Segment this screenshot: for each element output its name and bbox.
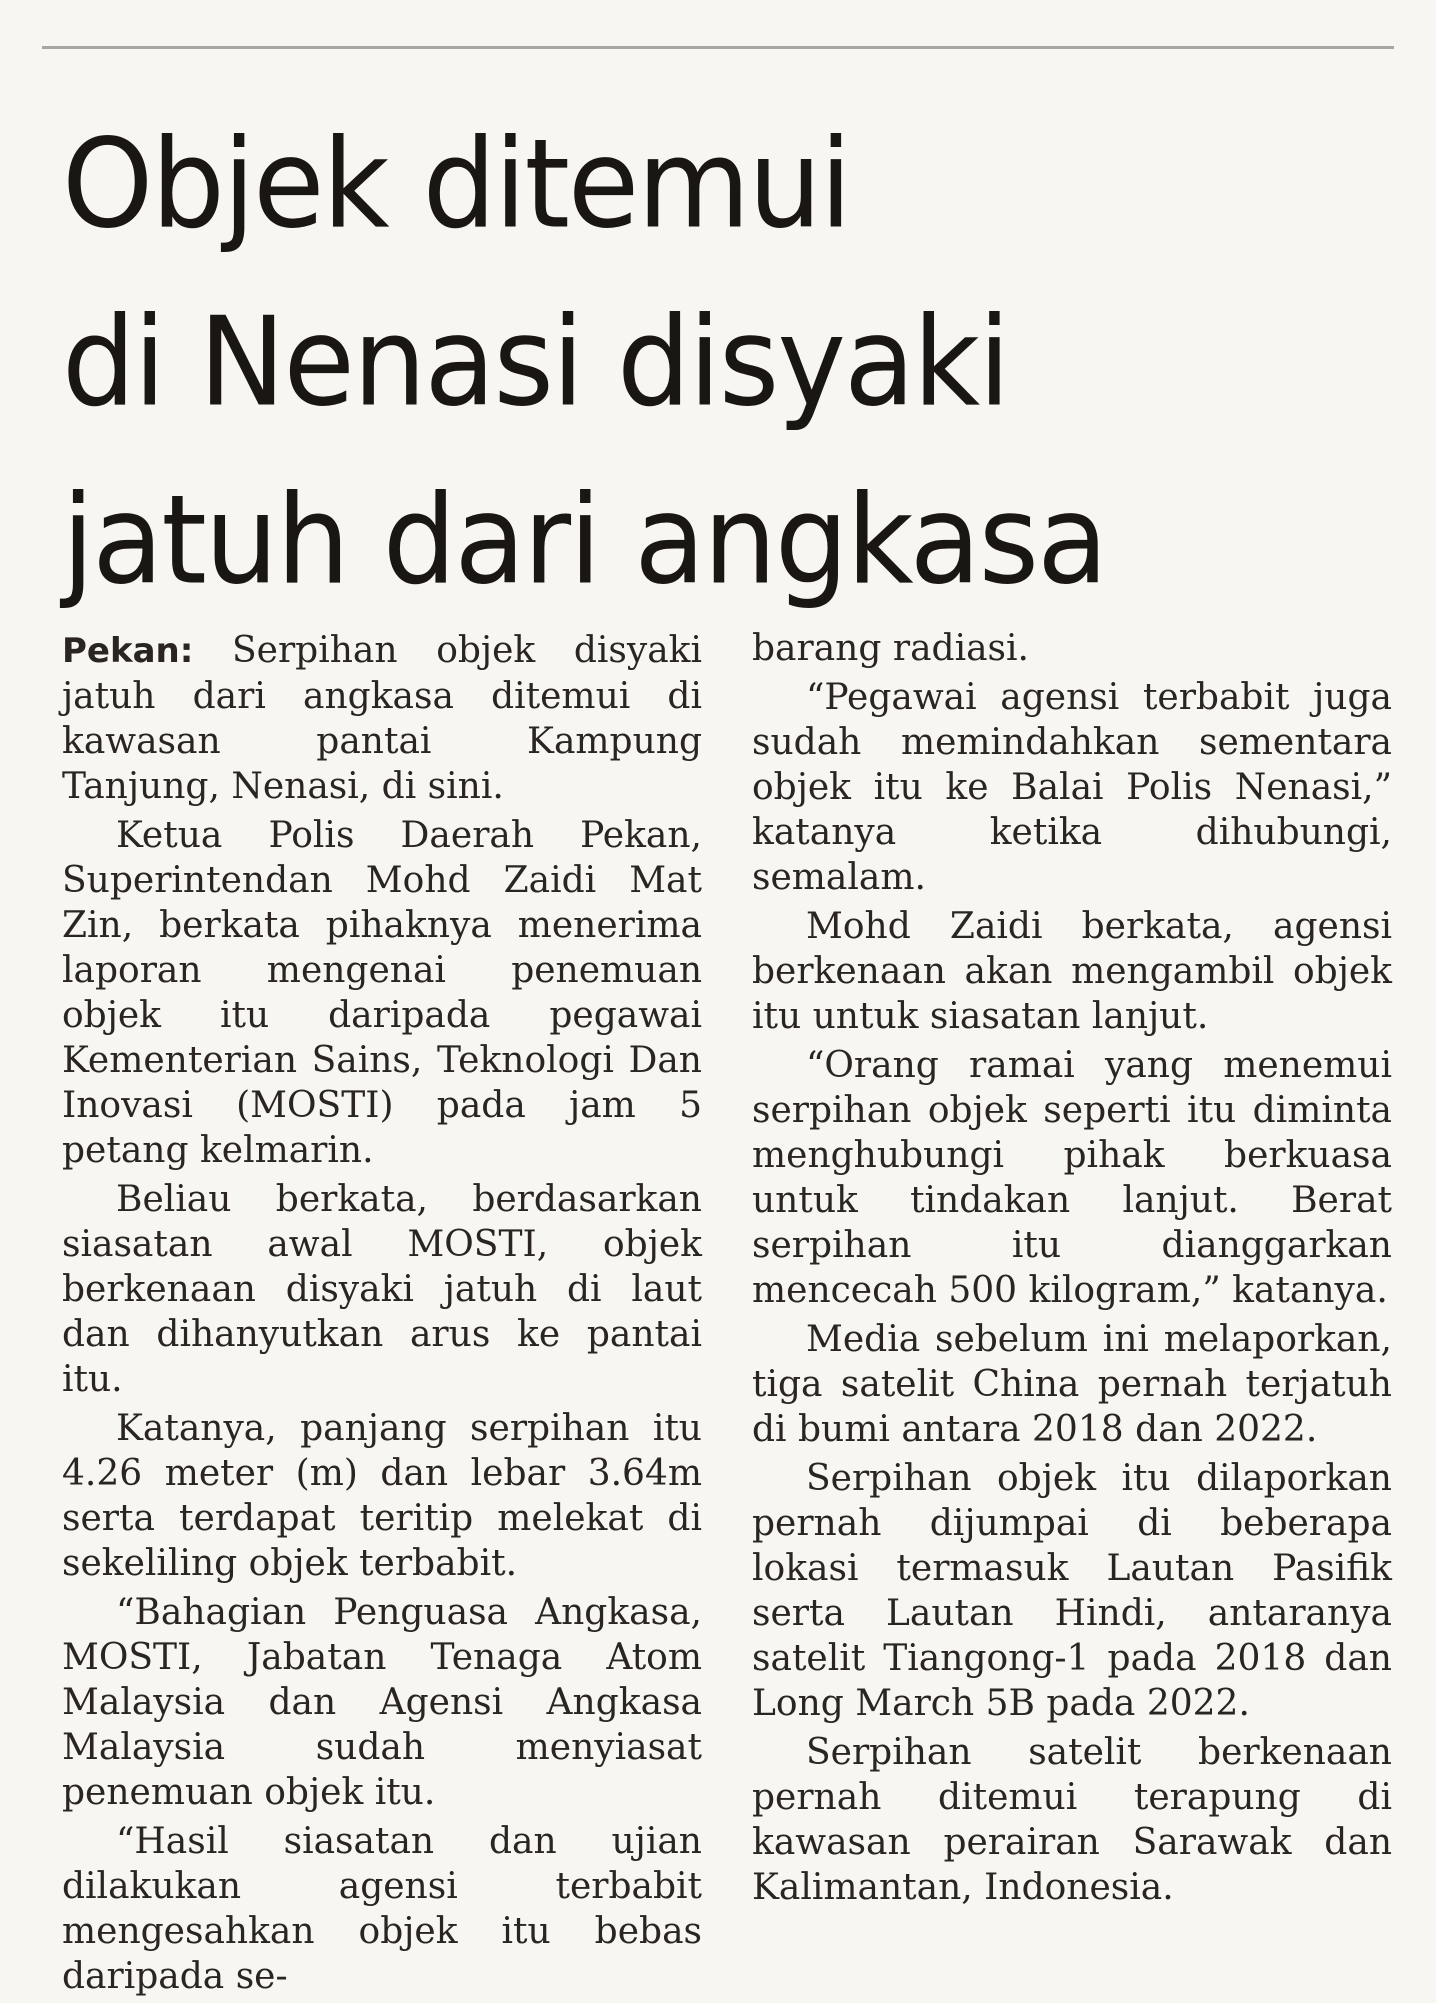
- article-paragraph: “Orang ramai yang menemui serpihan objek seperti itu diminta menghubungi pihak berkuasa untuk tindakan lanjut. Berat serpihan itu dianggarkan mencecah 500 kilogram,” katanya.: [752, 1045, 1392, 1311]
- headline-line-2: di Nenasi disyaki: [62, 291, 1009, 435]
- top-rule: [42, 46, 1394, 49]
- article-paragraph-continuation: barang radiasi.: [752, 628, 1029, 669]
- article-column-left: [62, 628, 702, 2003]
- dateline: Pekan:: [62, 631, 194, 671]
- article-paragraph: Media sebelum ini melaporkan, tiga satelit China pernah terjatuh di bumi antara 2018 dan 2022.: [752, 1319, 1392, 1450]
- headline-line-3: jatuh dari angkasa: [62, 469, 1107, 613]
- article-column-right: [752, 626, 1392, 1914]
- article-paragraph: [62, 628, 702, 809]
- headline: [62, 96, 1392, 630]
- article-paragraph: “Hasil siasatan dan ujian dilakukan agensi terbabit mengesahkan objek itu bebas daripada se-: [62, 1821, 702, 1997]
- article-paragraph: “Pegawai agensi terbabit juga sudah memindahkan sementara objek itu ke Balai Polis Nenasi,” katanya ketika dihubungi, semalam.: [752, 677, 1392, 898]
- article-paragraph: Ketua Polis Daerah Pekan, Superintendan Mohd Zaidi Mat Zin, berkata pihaknya menerima laporan mengenai penemuan objek itu daripada pegawai Kementerian Sains, Teknologi Dan Inovasi (MOSTI) pada jam 5 petang kelmarin.: [62, 815, 702, 1171]
- headline-line-1: Objek ditemui: [62, 112, 851, 257]
- article-paragraph: “Bahagian Penguasa Angkasa, MOSTI, Jabatan Tenaga Atom Malaysia dan Agensi Angkasa Malaysia sudah menyiasat penemuan objek itu.: [62, 1592, 702, 1813]
- article-paragraph: Serpihan objek itu dilaporkan pernah dijumpai di beberapa lokasi termasuk Lautan Pasifik serta Lautan Hindi, antaranya satelit Tiangong-1 pada 2018 dan Long March 5B pada 2022.: [752, 1458, 1392, 1724]
- lead-text: Serpihan objek disyaki jatuh dari angkasa ditemui di kawasan pantai Kampung Tanjung, Nenasi, di sini.: [62, 630, 702, 807]
- article-paragraph: Beliau berkata, berdasarkan siasatan awal MOSTI, objek berkenaan disyaki jatuh di laut dan dihanyutkan arus ke pantai itu.: [62, 1179, 702, 1400]
- article-paragraph: Serpihan satelit berkenaan pernah ditemui terapung di kawasan perairan Sarawak dan Kalimantan, Indonesia.: [752, 1732, 1392, 1908]
- article-paragraph: Katanya, panjang serpihan itu 4.26 meter (m) dan lebar 3.64m serta terdapat teritip melekat di sekeliling objek terbabit.: [62, 1408, 702, 1584]
- article-paragraph: Mohd Zaidi berkata, agensi berkenaan akan mengambil objek itu untuk siasatan lanjut.: [752, 906, 1392, 1037]
